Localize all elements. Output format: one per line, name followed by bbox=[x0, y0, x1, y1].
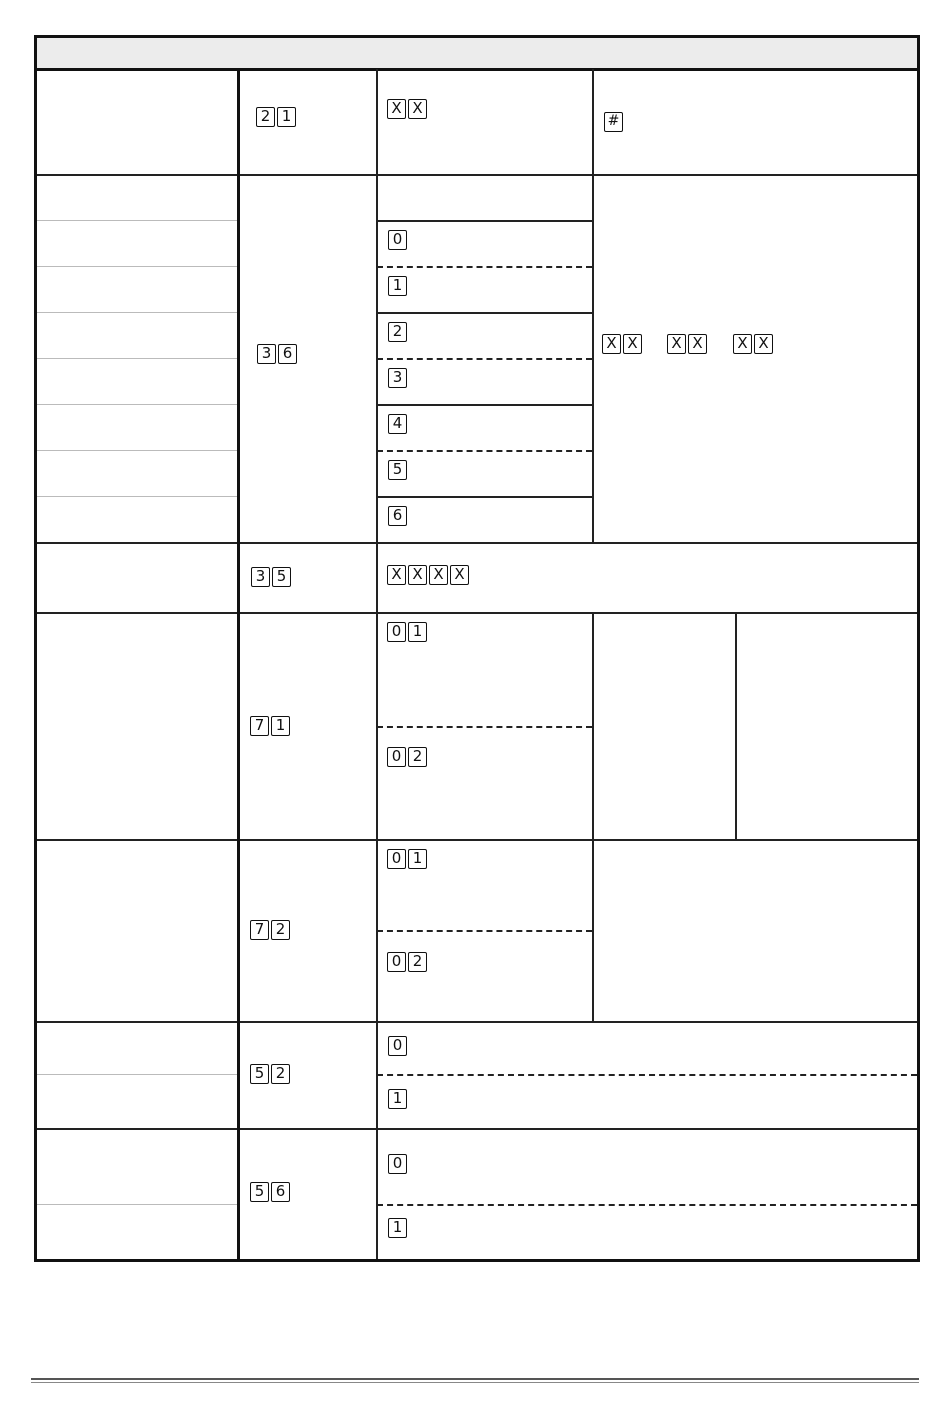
keycap: 1 bbox=[271, 716, 290, 736]
keycap: 4 bbox=[388, 414, 407, 434]
option-divider bbox=[377, 930, 592, 932]
keycap: X bbox=[408, 565, 427, 585]
option-key bbox=[388, 506, 407, 526]
column-divider bbox=[735, 613, 737, 839]
option-key bbox=[388, 1218, 407, 1238]
faint-divider bbox=[37, 220, 238, 221]
faint-divider bbox=[37, 404, 238, 405]
option-divider bbox=[377, 726, 592, 728]
keycap: 5 bbox=[388, 460, 407, 480]
option-divider bbox=[377, 358, 592, 360]
note-key-group bbox=[667, 334, 707, 354]
keycap: X bbox=[450, 565, 469, 585]
keycap: 5 bbox=[272, 567, 291, 587]
footer-rule bbox=[31, 1378, 919, 1380]
keycap: 3 bbox=[388, 368, 407, 388]
code-key-36 bbox=[257, 344, 297, 364]
option-key bbox=[387, 952, 427, 972]
column-divider bbox=[592, 613, 594, 839]
column-divider bbox=[592, 69, 594, 174]
keycap: 6 bbox=[278, 344, 297, 364]
faint-divider bbox=[37, 266, 238, 267]
keycap: X bbox=[688, 334, 707, 354]
option-divider bbox=[377, 220, 592, 222]
note-key-group bbox=[733, 334, 773, 354]
code-key-56 bbox=[250, 1182, 290, 1202]
row-divider bbox=[37, 1128, 917, 1130]
keycap: 2 bbox=[408, 747, 427, 767]
keycap: 2 bbox=[271, 920, 290, 940]
option-divider bbox=[377, 496, 592, 498]
footer-rule bbox=[31, 1382, 919, 1383]
hash-icon: # bbox=[604, 112, 623, 132]
option-key bbox=[388, 368, 407, 388]
row-divider bbox=[37, 839, 917, 841]
code-key-21 bbox=[256, 107, 296, 127]
column-divider bbox=[237, 69, 240, 1259]
code-key-35 bbox=[251, 567, 291, 587]
keycap: X bbox=[754, 334, 773, 354]
option-divider bbox=[377, 404, 592, 406]
option-key bbox=[388, 1036, 407, 1056]
keycap: 1 bbox=[388, 1089, 407, 1109]
code-key-71 bbox=[250, 716, 290, 736]
keycap: 2 bbox=[408, 952, 427, 972]
option-key bbox=[388, 414, 407, 434]
keycap: 0 bbox=[387, 952, 406, 972]
code-key-52 bbox=[250, 1064, 290, 1084]
faint-divider bbox=[37, 312, 238, 313]
keycap: 0 bbox=[388, 1154, 407, 1174]
header-divider bbox=[37, 68, 917, 71]
keycap: 1 bbox=[408, 622, 427, 642]
keycap: 3 bbox=[257, 344, 276, 364]
keycap: 1 bbox=[388, 276, 407, 296]
keycap: 3 bbox=[251, 567, 270, 587]
keycap: 1 bbox=[388, 1218, 407, 1238]
option-key bbox=[388, 1154, 407, 1174]
column-divider bbox=[592, 840, 594, 1021]
keycap: 0 bbox=[388, 230, 407, 250]
option-key bbox=[387, 747, 427, 767]
note-key-group bbox=[602, 334, 642, 354]
keycap: X bbox=[667, 334, 686, 354]
faint-divider bbox=[37, 450, 238, 451]
row-divider bbox=[37, 542, 917, 544]
keycap: 6 bbox=[271, 1182, 290, 1202]
keycap: 0 bbox=[388, 1036, 407, 1056]
keycap: X bbox=[733, 334, 752, 354]
hash-key bbox=[604, 112, 623, 132]
keycap: 2 bbox=[388, 322, 407, 342]
option-key bbox=[387, 849, 427, 869]
option-divider bbox=[377, 312, 592, 314]
keycap: X bbox=[408, 99, 427, 119]
faint-divider bbox=[37, 496, 238, 497]
keycap: 5 bbox=[250, 1182, 269, 1202]
keycap: 7 bbox=[250, 716, 269, 736]
option-divider bbox=[377, 266, 592, 268]
keycap: 6 bbox=[388, 506, 407, 526]
setting-key-xx bbox=[387, 99, 427, 119]
setting-key-xxxx bbox=[387, 565, 469, 585]
keycap: 1 bbox=[277, 107, 296, 127]
keycap: X bbox=[623, 334, 642, 354]
faint-divider bbox=[37, 358, 238, 359]
keycap: 1 bbox=[408, 849, 427, 869]
row-divider bbox=[37, 174, 917, 176]
keycap: 0 bbox=[387, 849, 406, 869]
option-key bbox=[388, 276, 407, 296]
keycap: 5 bbox=[250, 1064, 269, 1084]
option-divider bbox=[377, 1204, 917, 1206]
code-key-72 bbox=[250, 920, 290, 940]
option-key bbox=[388, 1089, 407, 1109]
keycap: 0 bbox=[387, 747, 406, 767]
keycap: 2 bbox=[271, 1064, 290, 1084]
option-key bbox=[388, 230, 407, 250]
column-divider bbox=[376, 69, 378, 1259]
keycap: X bbox=[387, 99, 406, 119]
keycap: X bbox=[387, 565, 406, 585]
row-divider bbox=[37, 1021, 917, 1023]
option-key bbox=[388, 322, 407, 342]
row-divider bbox=[37, 612, 917, 614]
option-key bbox=[388, 460, 407, 480]
faint-divider bbox=[37, 1204, 238, 1205]
option-divider bbox=[377, 1074, 917, 1076]
keycap: 0 bbox=[387, 622, 406, 642]
option-key bbox=[387, 622, 427, 642]
faint-divider bbox=[37, 1074, 238, 1075]
column-divider bbox=[592, 175, 594, 542]
option-divider bbox=[377, 450, 592, 452]
keycap: 7 bbox=[250, 920, 269, 940]
keycap: X bbox=[429, 565, 448, 585]
keycap: 2 bbox=[256, 107, 275, 127]
keycap: X bbox=[602, 334, 621, 354]
